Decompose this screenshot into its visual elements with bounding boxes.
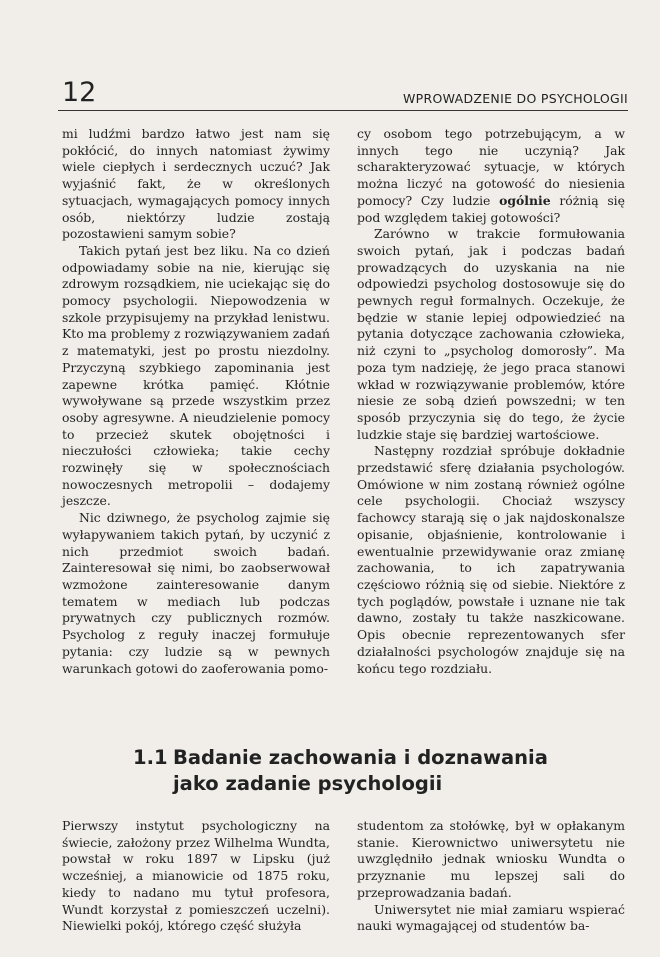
section-heading-line-1: [133, 745, 603, 771]
paragraph: Takich pytań jest bez liku. Na co dzień odpowiadamy sobie na nie, kierując się zdrowym rozsądkiem, nie uciekając się do pomocy psychologii. Niepowodzenia w szkole przypisujemy na przykład lenistwu. Kto ma problemy z rozwiązywaniem zadań z matematyki, jest po prostu niezdolny. Przyczyną szybkiego zapominania jest zapewne krótka pamięć. Kłótnie wywoływane są przede wszystkim przez osoby agresywne. A nieudzielenie pomocy to przecież skutek obojętności i nieczułości człowieka; takie cechy rozwinęły się w społecznościach nowoczesnych metropolii – dodajemy jeszcze.: [62, 242, 330, 509]
section-heading: [133, 745, 603, 797]
emphasis-text: ogólnie: [499, 192, 551, 208]
top-left-column: [62, 126, 330, 677]
section-title-line-1: Badanie zachowania i doznawania: [173, 746, 548, 769]
paragraph-text: różnią się pod względem takiej gotowości?: [357, 192, 625, 225]
running-head: WPROWADZENIE DO PSYCHOLOGII: [403, 91, 628, 106]
bottom-right-column: [357, 818, 625, 935]
paragraph: Nic dziwnego, że psycholog zajmie się wyłapywaniem takich pytań, by uczynić z nich przedmiot swoich badań. Zainteresował się nimi, bo zaobserwował wzmożone zainteresowanie danym tematem w mediach lub podczas prywatnych czy publicznych rozmów. Psycholog z reguły inaczej formułuje pytania: czy ludzie są w pewnych warunkach gotowi do zaoferowania pomo-: [62, 510, 330, 676]
paragraph: studentom za stołówkę, był w opłakanym stanie. Kierownictwo uniwersytetu nie uwzględniło jednak wniosku Wundta o przyznanie mu lepszej sali do przeprowadzania badań.: [357, 818, 625, 900]
paragraph: Pierwszy instytut psychologiczny na świecie, założony przez Wilhelma Wundta, powstał w roku 1897 w Lipsku (już wcześniej, a mianowicie od 1875 roku, kiedy to nadano mu tytuł profesora, Wundt korzystał z pomieszczeń uczelni). Niewielki pokój, którego część służyła: [62, 818, 330, 934]
paragraph: mi ludźmi bardzo łatwo jest nam się pokłócić, do innych natomiast żywimy wiele ciepłych i serdecznych uczuć? Jak wyjaśnić fakt, że w określonych sytuacjach, wymagających pomocy innych osób, niektórzy ludzie zostają pozostawieni samym sobie?: [62, 126, 330, 242]
top-right-column: [357, 126, 625, 677]
page-header: [58, 78, 628, 111]
paragraph-text: cy osobom tego potrzebującym, a w innych tego nie uczynią? Jak scharakteryzować sytuacje, w których można liczyć na gotowość do niesienia pomocy? Czy ludzie: [357, 126, 625, 208]
paragraph: Zarówno w trakcie formułowania swoich pytań, jak i podczas badań prowadzących do uzyskania na nie odpowiedzi psycholog dostosowuje się do pewnych reguł formalnych. Oczekuje, że będzie w stanie lepiej odpowiedzieć na pytania dotyczące zachowania człowieka, niż czyni to „psycholog domorosły”. Ma poza tym nadzieję, że jego praca stanowi wkład w rozwiązywanie problemów, które niesie ze sobą dzień powszedni; w ten sposób przyczynia się do tego, że życie ludzkie staje się bardziej wartościowe.: [357, 226, 625, 442]
paragraph: Uniwersytet nie miał zamiaru wspierać nauki wymagającej od studentów ba-: [357, 901, 625, 934]
page-number: 12: [62, 77, 97, 108]
paragraph: [357, 126, 625, 226]
paragraph: Następny rozdział spróbuje dokładnie przedstawić sferę działania psychologów. Omówione w nim zostaną również ogólne cele psychologii. Chociaż wszyscy fachowcy starają się o jak najdoskonalsze opisanie, objaśnienie, kontrolowanie i ewentualnie przewidywanie oraz zmianę zachowania, to ich zapatrywania częściowo różnią się od siebie. Niektóre z tych poglądów, powstałe i uznane nie tak dawno, zostały tu także naszkicowane. Opis obecnie reprezentowanych sfer działalności psychologów znajduje się na końcu tego rozdziału.: [357, 443, 625, 676]
section-number: 1.1: [133, 746, 168, 769]
bottom-left-column: [62, 818, 330, 935]
section-title-line-2: jako zadanie psychologii: [173, 772, 443, 795]
